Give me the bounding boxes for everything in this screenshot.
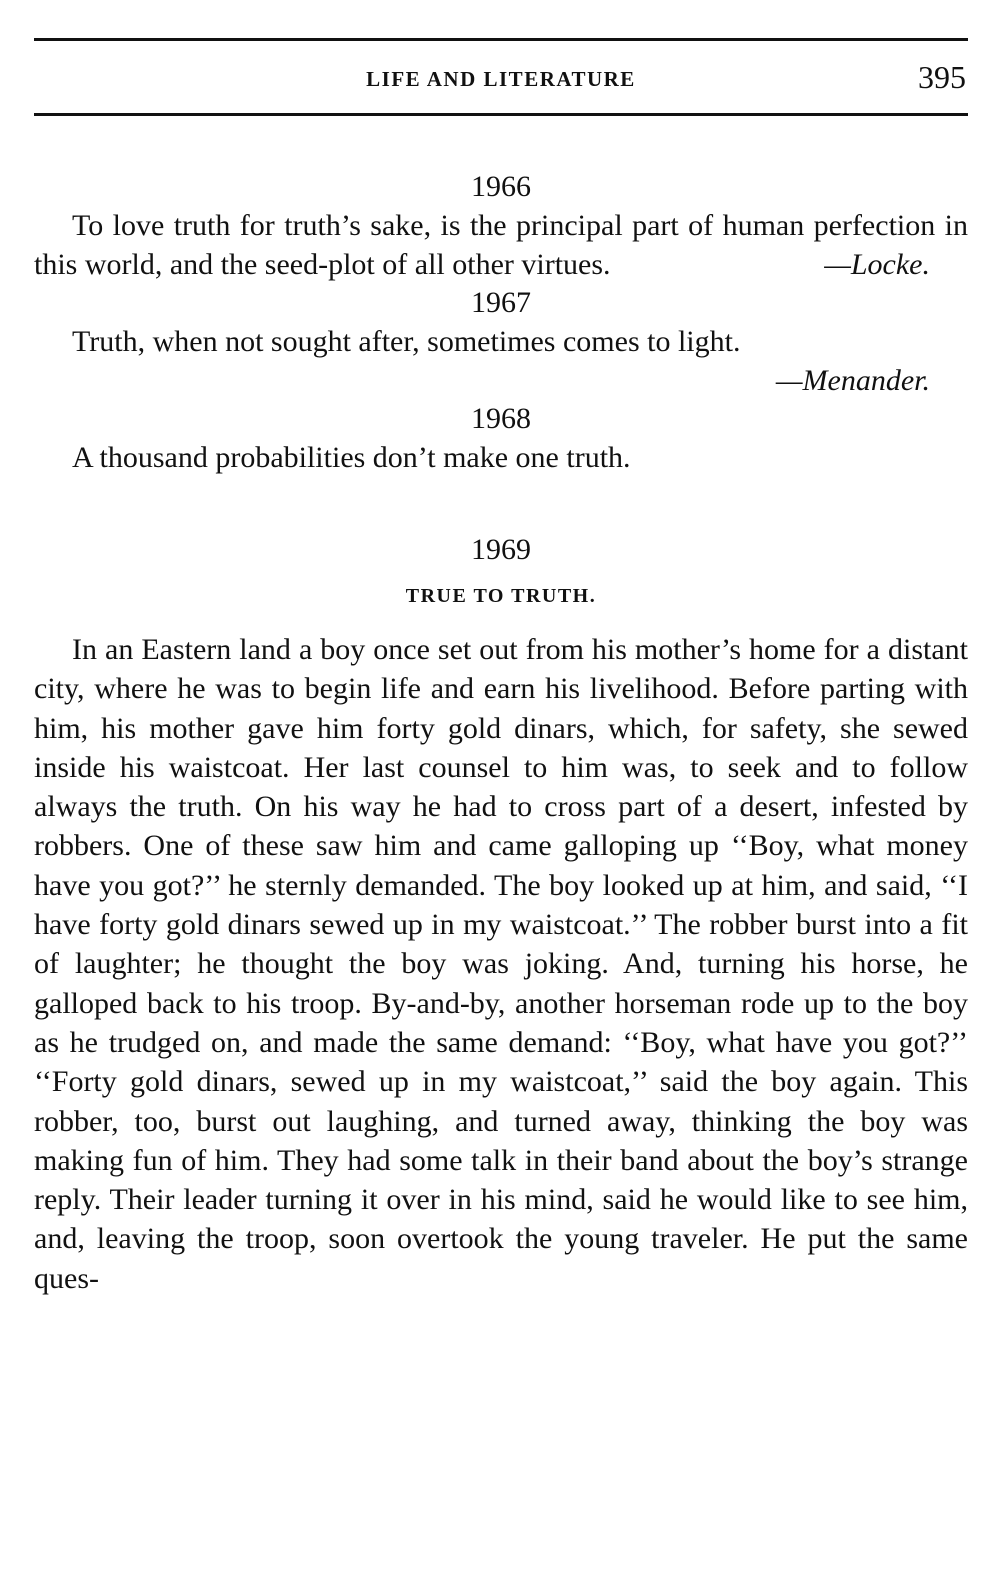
entry-1966 xyxy=(34,168,968,284)
running-head: LIFE AND LITERATURE xyxy=(366,67,636,91)
entry-number: 1968 xyxy=(471,402,531,435)
page-header xyxy=(34,41,968,113)
entry-1969 xyxy=(34,531,968,1298)
entry-number: 1966 xyxy=(471,170,531,203)
entry-number: 1967 xyxy=(471,286,531,319)
entry-1968 xyxy=(34,400,968,477)
header-rule xyxy=(34,113,968,116)
page-number: 395 xyxy=(918,59,966,95)
entry-text: To love truth for truth’s sake, is the principal part of human perfection in this world, and the seed-plot of all other virtues. xyxy=(34,209,968,281)
entry-title: TRUE TO TRUTH. xyxy=(405,585,597,607)
entry-text: In an Eastern land a boy once set out from his mother’s home for a distant city, where he was to begin life and earn his livelihood. Before parting with him, his mother gave him forty gold dinars, which, for safety, she sewed inside his waistcoat. Her last counsel to him was, to seek and to follow always the truth. On his way he had to cross part of a desert, infested by robbers. One of these saw him and came galloping up ‘‘Boy, what money have you got?’’ he sternly demanded. The boy looked up at him, and said, ‘‘I have forty gold dinars sewed up in my waistcoat.’’ The robber burst into a fit of laughter; he thought the boy was joking. And, turning his horse, he galloped back to his troop. By-and-by, another horseman rode up to the boy as he trudged on, and made the same demand: ‘‘Boy, what have you got?’’ ‘‘Forty gold dinars, sewed up in my waistcoat,’’ said the boy again. This robber, too, burst out laughing, and turned away, thinking the boy was making fun of him. They had some talk in their band about the boy’s strange reply. Their leader turning it over in his mind, said he would like to see him, and, leaving the troop, soon overtook the young traveler. He put the same ques- xyxy=(34,633,968,1295)
entry-attribution: —Menander. xyxy=(775,364,930,397)
entry-text: Truth, when not sought after, sometimes comes to light. xyxy=(72,325,741,358)
entry-text: A thousand probabilities don’t make one truth. xyxy=(72,441,631,474)
book-page xyxy=(34,38,968,1298)
entry-attribution: —Locke. xyxy=(824,248,930,281)
entry-1967 xyxy=(34,284,968,400)
spacer xyxy=(34,477,968,531)
entry-number: 1969 xyxy=(471,533,531,566)
entries xyxy=(34,168,968,1298)
